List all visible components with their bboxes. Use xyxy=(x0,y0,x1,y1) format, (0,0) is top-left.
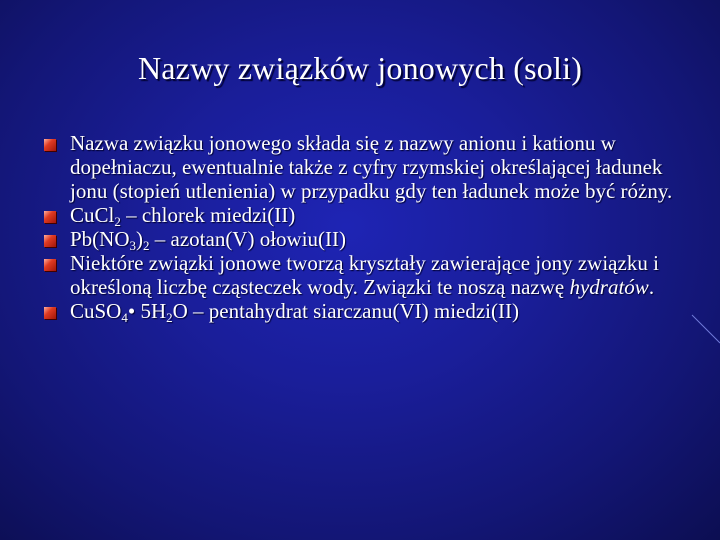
text-segment: O – pentahydrat siarczanu(VI) miedzi(II) xyxy=(172,299,519,323)
subscript: 4 xyxy=(121,310,128,325)
italic-text: hydratów xyxy=(569,275,649,299)
bullet-text xyxy=(70,227,346,251)
subscript: 3 xyxy=(129,238,137,253)
text-segment: – chlorek miedzi(II) xyxy=(120,203,296,227)
subscript: 2 xyxy=(143,238,150,253)
text-segment: CuSO xyxy=(70,299,122,323)
bullet-text xyxy=(70,131,672,203)
bullet-item xyxy=(0,131,720,203)
text-segment: CuCl xyxy=(70,203,115,227)
red-square-bullet-icon xyxy=(44,259,56,271)
text-segment: ) xyxy=(136,227,144,251)
bullet-text xyxy=(70,251,659,299)
slide-title: Nazwy związków jonowych (soli) xyxy=(137,50,583,86)
red-square-bullet-icon xyxy=(44,211,56,223)
text-segment: Nazwa związku jonowego składa się z nazwy anionu i kationu w dopełniaczu, ewentualnie także z cyfry rzymskiej określającej ładunek jonu (stopień utlenienia) w przypadku gdy ten ładunek może być różny. xyxy=(70,131,673,203)
bullet-item xyxy=(0,251,720,299)
text-segment: Pb(NO xyxy=(70,227,130,251)
red-square-bullet-icon xyxy=(44,307,56,319)
bullet-list xyxy=(0,131,720,323)
bullet-item xyxy=(0,299,720,323)
subscript: 2 xyxy=(114,214,121,229)
text-segment: • 5H xyxy=(127,299,167,323)
bullet-item xyxy=(0,227,720,251)
text-segment: . xyxy=(648,275,655,299)
subscript: 2 xyxy=(166,310,173,325)
red-square-bullet-icon xyxy=(44,235,56,247)
red-square-bullet-icon xyxy=(44,139,56,151)
text-segment: – azotan(V) ołowiu(II) xyxy=(149,227,347,251)
text-segment: Niektóre związki jonowe tworzą kryształy zawierające jony związku i określoną liczbę cząsteczek wody. Związki te noszą nazwę xyxy=(70,251,659,299)
bullet-text xyxy=(70,299,519,323)
bullet-text xyxy=(70,203,295,227)
bullet-item xyxy=(0,203,720,227)
